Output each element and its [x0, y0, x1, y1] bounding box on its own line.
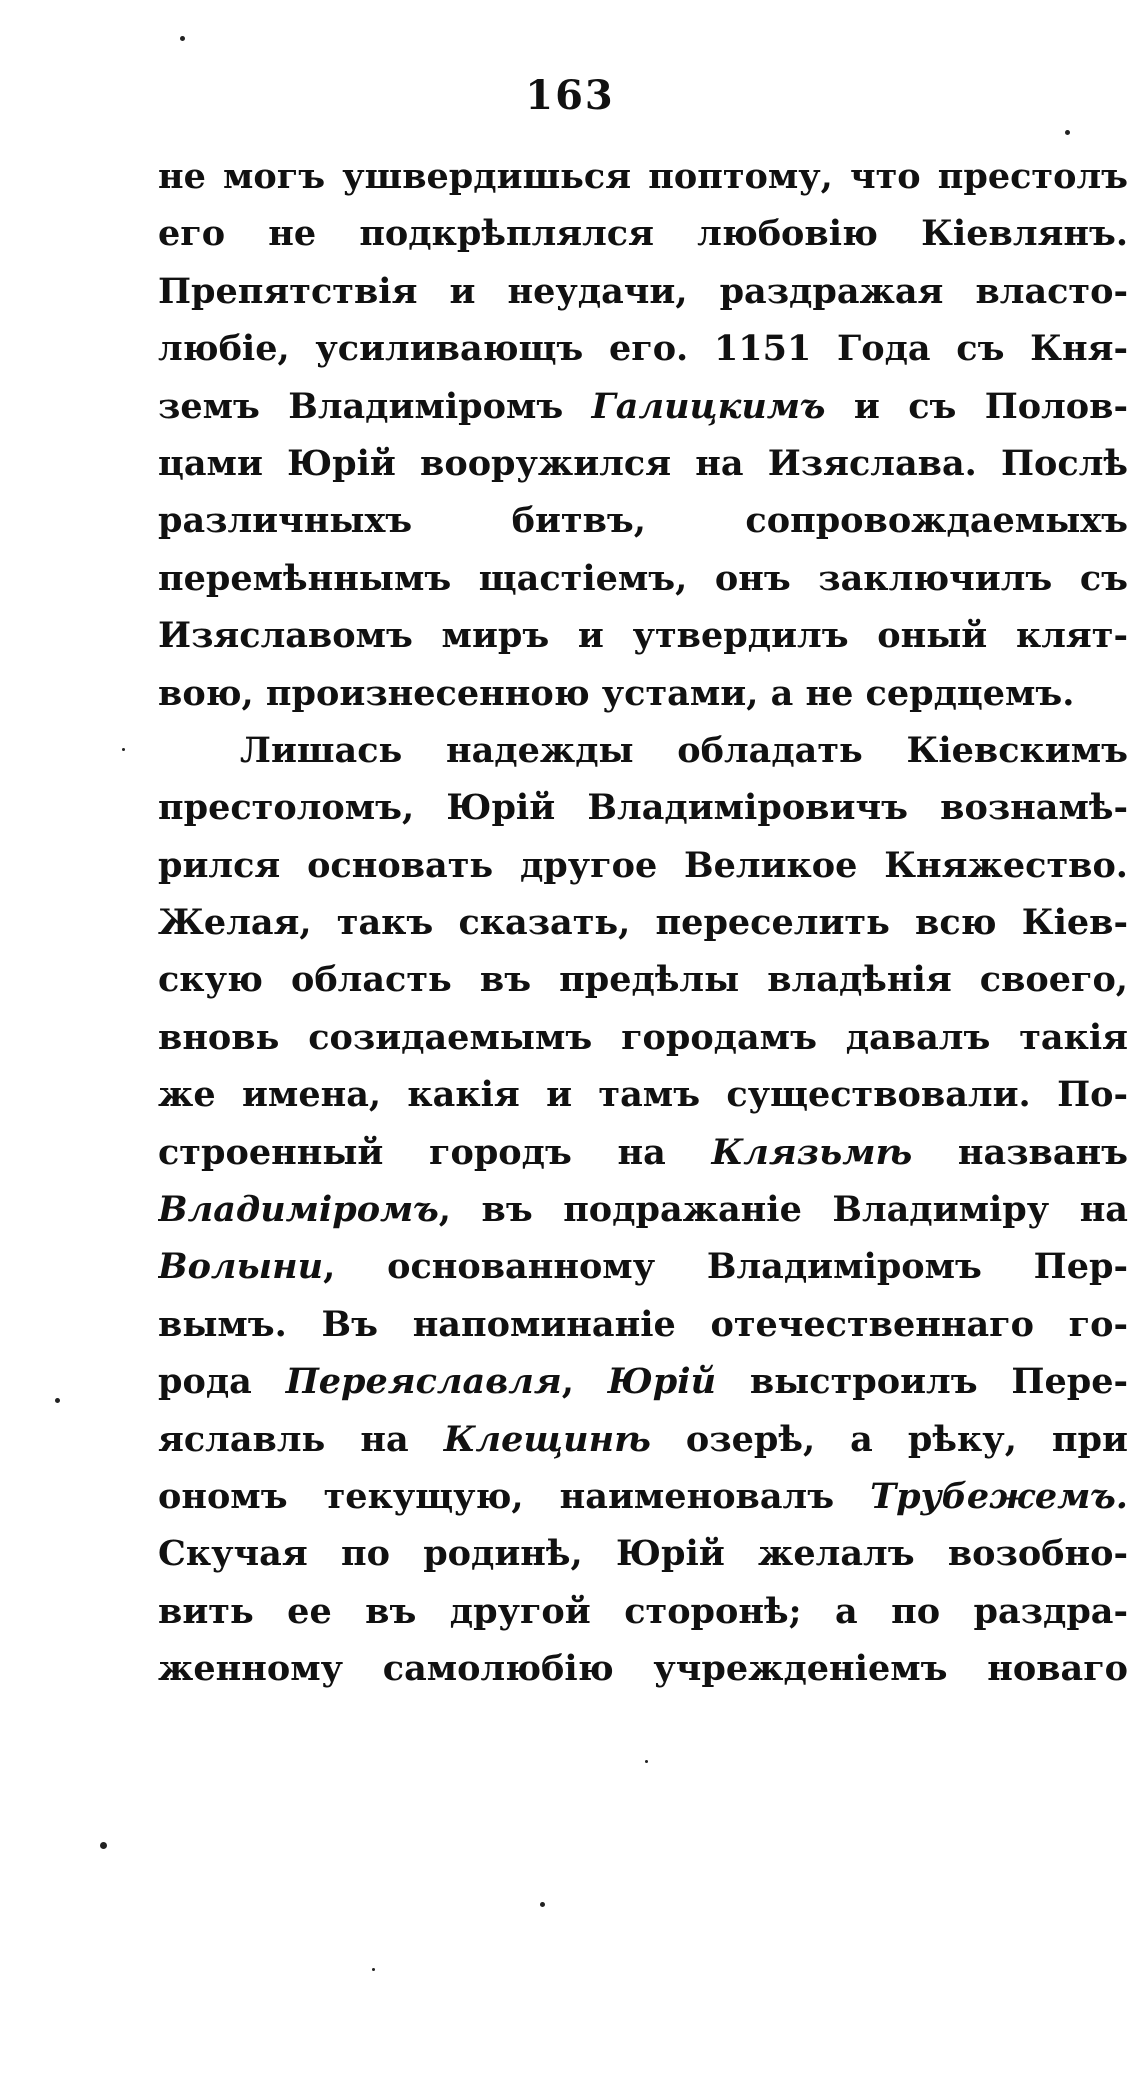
text-line: [158, 837, 1128, 894]
text-line: [158, 894, 1128, 951]
text-run: и съ Полов-: [825, 385, 1128, 427]
text-run: рился основать другое Великое Княжество.: [158, 844, 1128, 886]
text-line: [158, 205, 1128, 262]
text-line: [158, 435, 1128, 492]
text-run: Желая, такъ сказать, переселить всю Кіев-: [158, 902, 1128, 944]
text-line: [158, 1353, 1128, 1410]
text-run: любіе, усиливающъ его. 1151 Года съ Кня-: [158, 328, 1128, 370]
text-run: рода: [158, 1361, 286, 1403]
text-line: [158, 1640, 1128, 1697]
italic-text-run: Трубежемъ.: [870, 1475, 1128, 1517]
text-line: [158, 1066, 1128, 1123]
text-line: [158, 951, 1128, 1008]
italic-text-run: Клещинѣ: [443, 1418, 651, 1460]
text-line: [158, 1583, 1128, 1640]
print-speck: [180, 36, 185, 41]
italic-text-run: Юрій: [607, 1361, 717, 1403]
text-run: Лишась надежды обладать Кіевскимъ: [240, 729, 1128, 771]
text-line: [158, 1238, 1128, 1295]
text-run: ,: [561, 1361, 608, 1403]
text-line: [158, 722, 1128, 779]
text-run: строенный городъ на: [158, 1131, 712, 1173]
text-line: [158, 550, 1128, 607]
text-line: [158, 665, 1128, 722]
text-run: , въ подражаніе Владиміру на: [438, 1189, 1128, 1231]
text-run: Препятствія и неудачи, раздражая власто-: [158, 270, 1128, 312]
text-line: [158, 607, 1128, 664]
text-run: цами Юрій вооружился на Изяслава. Послѣ: [158, 442, 1128, 484]
text-line: [158, 263, 1128, 320]
text-run: озерѣ, а рѣку, при: [650, 1418, 1128, 1460]
text-run: вою, произнесенною устами, а не сердцемъ.: [158, 672, 1075, 714]
text-run: яславль на: [158, 1418, 444, 1460]
print-speck: [1065, 130, 1070, 135]
text-line: [158, 378, 1128, 435]
print-speck: [122, 748, 125, 751]
text-run: различныхъ битвъ, сопровождаемыхъ: [158, 500, 1128, 542]
print-speck: [55, 1398, 60, 1403]
text-run: престоломъ, Юрій Владиміровичъ вознамѣ-: [158, 787, 1128, 829]
text-line: [158, 1411, 1128, 1468]
text-run: выстроилъ Пере-: [716, 1361, 1128, 1403]
text-line: [158, 1009, 1128, 1066]
italic-text-run: Галицкимъ: [591, 385, 826, 427]
text-run: вымъ. Въ напоминаніе отечественнаго го-: [158, 1303, 1128, 1345]
print-speck: [100, 1842, 107, 1849]
text-line: [158, 492, 1128, 549]
text-run: его не подкрѣплялся любовію Кіевлянъ.: [158, 213, 1128, 255]
text-run: женному самолюбію учрежденіемъ новаго: [158, 1648, 1128, 1690]
text-run: земъ Владиміромъ: [158, 385, 592, 427]
text-run: Изяславомъ миръ и утвердилъ оный клят-: [158, 615, 1128, 657]
text-line: [158, 1124, 1128, 1181]
print-speck: [540, 1902, 545, 1907]
text-run: Скучая по родинѣ, Юрій желалъ возобно-: [158, 1533, 1128, 1575]
page-number: 163: [525, 72, 615, 119]
text-run: ономъ текущую, наименовалъ: [158, 1475, 871, 1517]
text-line: [158, 1181, 1128, 1238]
text-line: [158, 320, 1128, 377]
print-speck: [645, 1760, 648, 1763]
italic-text-run: Клязьмѣ: [711, 1131, 913, 1173]
text-run: же имена, какія и тамъ существовали. По-: [158, 1074, 1128, 1116]
italic-text-run: Переяславля: [285, 1361, 562, 1403]
text-run: , основанному Владиміромъ Пер-: [323, 1246, 1128, 1288]
print-speck: [372, 1968, 375, 1971]
text-run: вновь созидаемымъ городамъ давалъ такія: [158, 1016, 1128, 1058]
italic-text-run: Владиміромъ: [158, 1189, 439, 1231]
text-run: скую область въ предѣлы владѣнія своего,: [158, 959, 1128, 1001]
text-run: не могъ ушвердишься поптому, что престолъ: [158, 156, 1128, 197]
text-line: [158, 148, 1128, 205]
text-run: названъ: [912, 1131, 1128, 1173]
italic-text-run: Волыни: [158, 1246, 324, 1288]
text-run: вить ее въ другой сторонѣ; а по раздра-: [158, 1590, 1128, 1632]
text-line: [158, 1296, 1128, 1353]
text-line: [158, 1525, 1128, 1582]
body-text: [158, 148, 1128, 1698]
text-line: [158, 1468, 1128, 1525]
text-run: перемѣннымъ щастіемъ, онъ заключилъ съ: [158, 557, 1128, 599]
text-line: [158, 779, 1128, 836]
